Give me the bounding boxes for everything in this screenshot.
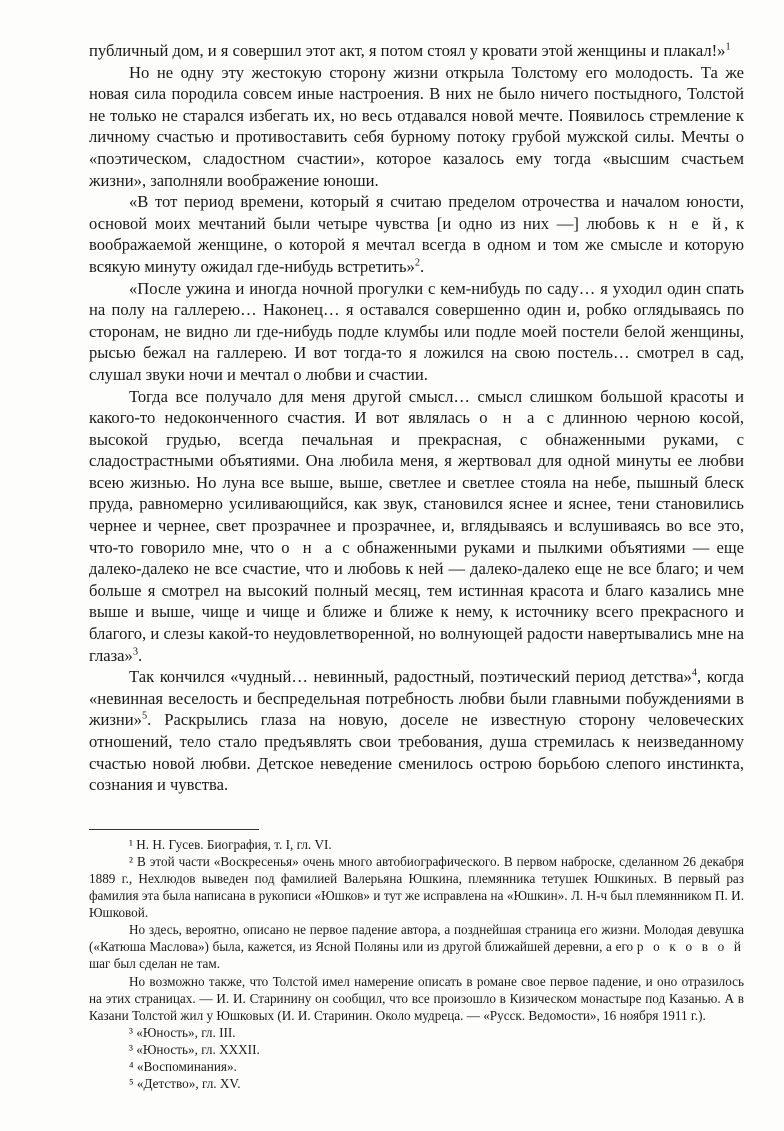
paragraph	[89, 191, 744, 277]
text-run: Тогда все получало для меня другой смысл… смысл слишком большой красоты и какого-то недоконченного счастия. И вот являлась	[89, 386, 744, 428]
paragraph	[89, 62, 744, 192]
paragraph	[89, 278, 744, 386]
text-run: .	[137, 645, 143, 665]
spaced-emphasis: к н е й	[646, 213, 725, 233]
footnote-ref: 1	[725, 41, 731, 53]
footnote	[89, 1058, 744, 1075]
spaced-emphasis: р о к о в о й	[636, 939, 744, 955]
text-run: ¹ Н. Н. Гусев. Биография, т. I, гл. VI.	[129, 836, 332, 852]
footnote	[89, 836, 744, 853]
footnote-divider	[89, 829, 259, 830]
text-run: , когда «невинная веселость и беспредельная потребность любви были главными побуждениями в жизни»	[89, 667, 744, 730]
text-run: Но возможно также, что Толстой имел намерение описать в романе свое первое падение, и оно отразилось на этих страницах. — И. И. Старинину он сообщил, что все произошло в Кизическом монастыре под Казанью. А в Казани Толстой жил у Юшковых (И. И. Старинин. Около мудреца. — «Русск. Ведомости», 16 ноября 1911 г.).	[89, 973, 744, 1023]
footnote-ref: 2	[414, 257, 420, 269]
text-run: ⁵ «Детство», гл. XV.	[129, 1076, 241, 1092]
paragraph	[89, 40, 744, 62]
text-run: «После ужина и иногда ночной прогулки с кем-нибудь по саду… я уходил один спать на полу на галлерею… Наконец… я оставался совершенно один и, робко оглядываясь по сторонам, не видно ли где-нибудь подле клумбы или подле моей постели белой женщины, рысью бежал на галлерею. И вот тогда-то я ложился на свою постель… смотрел в сад, слушал звуки ночи и мечтал о любви и счастии.	[89, 278, 744, 384]
text-run: Но не одну эту жестокую сторону жизни открыла Толстому его молодость. Та же новая сила породила совсем иные настроения. В них не было ничего постыдного, Толстой не только не старался избегать их, но весь отдавался новой мечте. Появилось стремление к личному счастью и противоставить себя бурному потоку грубой мужской силы. Мечты о «поэтическом, сладостном счастии», которое казалось ему тогда «высшим счастьем жизни», заполняли воображение юноши.	[89, 62, 744, 190]
text-run: «В тот период времени, который я считаю пределом отрочества и началом юности, основой моих мечтаний были четыре чувства [и одно из них —] любовь	[89, 192, 744, 233]
text-run: Так кончился «чудный… невинный, радостный, поэтический период детства»	[129, 667, 692, 687]
text-run: шаг был сделан не там.	[89, 956, 220, 972]
text-run: ⁴ «Воспоминания».	[129, 1059, 237, 1074]
text-run: ³ «Юность», гл. III.	[129, 1024, 236, 1040]
footnote	[89, 973, 744, 1024]
main-text	[89, 40, 744, 796]
text-run: , к воображаемой женщине, о которой я мечтал всегда в одном и том же смысле и которую всякую минуту ожидал где-нибудь встретить»	[89, 213, 745, 276]
text-run: .	[419, 256, 425, 276]
footnote	[89, 921, 744, 972]
text-run: Но здесь, вероятно, описано не первое падение автора, а позднейшая страница его жизни. Молодая девушка («Катюша Маслова») была, кажется, из Ясной Поляны или из другой ближайшей деревни, а его	[89, 922, 744, 955]
paragraph	[89, 386, 744, 667]
footnotes	[89, 836, 744, 1092]
footnote-ref: 3	[132, 646, 138, 658]
spaced-emphasis: о н а	[479, 408, 538, 428]
footnote-ref: 5	[141, 710, 148, 722]
text-run: ³ «Юность», гл. XXXII.	[129, 1041, 260, 1057]
footnote	[89, 1041, 744, 1058]
footnote	[89, 1075, 744, 1092]
text-run: публичный дом, и я совершил этот акт, я потом стоял у кровати этой женщины и плакал!»	[89, 41, 726, 60]
text-run: с длинною черною косой, высокой грудью, всегда печальная и прекрасная, с обнаженными руками, с сладострастными объятиями. Она любила меня, я жертвовал для одной минуты ее любви всею жизнью. Но луна все выше, выше, светлее и светлее стояла на небе, пышный блеск пруда, равномерно усиливающийся, как звук, становился яснее и яснее, тени становились чернее и чернее, свет прозрачнее и прозрачнее, и, вглядываясь и вслушиваясь во все это, что-то говорило мне, что	[89, 408, 745, 557]
spaced-emphasis: о н а	[281, 537, 336, 557]
footnote-ref: 4	[691, 667, 697, 679]
paragraph	[89, 666, 744, 796]
footnote	[89, 853, 744, 921]
text-run: ² В этой части «Воскресенья» очень много автобиографического. В первом наброске, сделанном 26 декабря 1889 г., Нехлюдов выведен под фамилией Валерьяна Юшкина, племянника тетушек Юшкиных. В первый раз фамилия эта была написана в рукописи «Юшков» и тут же исправлена на «Юшкин». Л. Н-ч был племянником П. И. Юшковой.	[89, 853, 744, 921]
text-run: . Раскрылись глаза на новую, доселе не известную сторону человеческих отношений, тело стало предъявлять свои требования, душа стремилась к неизведанному счастью новой любви. Детское неведение сменилось острою борьбою слепого инстинкта, сознания и чувства.	[89, 710, 744, 795]
footnote	[89, 1024, 744, 1041]
text-run: с обнаженными руками и пылкими объятиями — еще далеко-далеко не все счастие, что и любовь к ней — далеко-далеко еще не все благо; и чем больше я смотрел на высокий полный месяц, тем истинная красота и благо казались мне выше и выше, чище и чище и ближе и ближе к нему, к источнику всего прекрасного и благого, и слезы какой-то неудовлетворенной, но волнующей радости навертывались мне на глаза»	[89, 537, 744, 665]
